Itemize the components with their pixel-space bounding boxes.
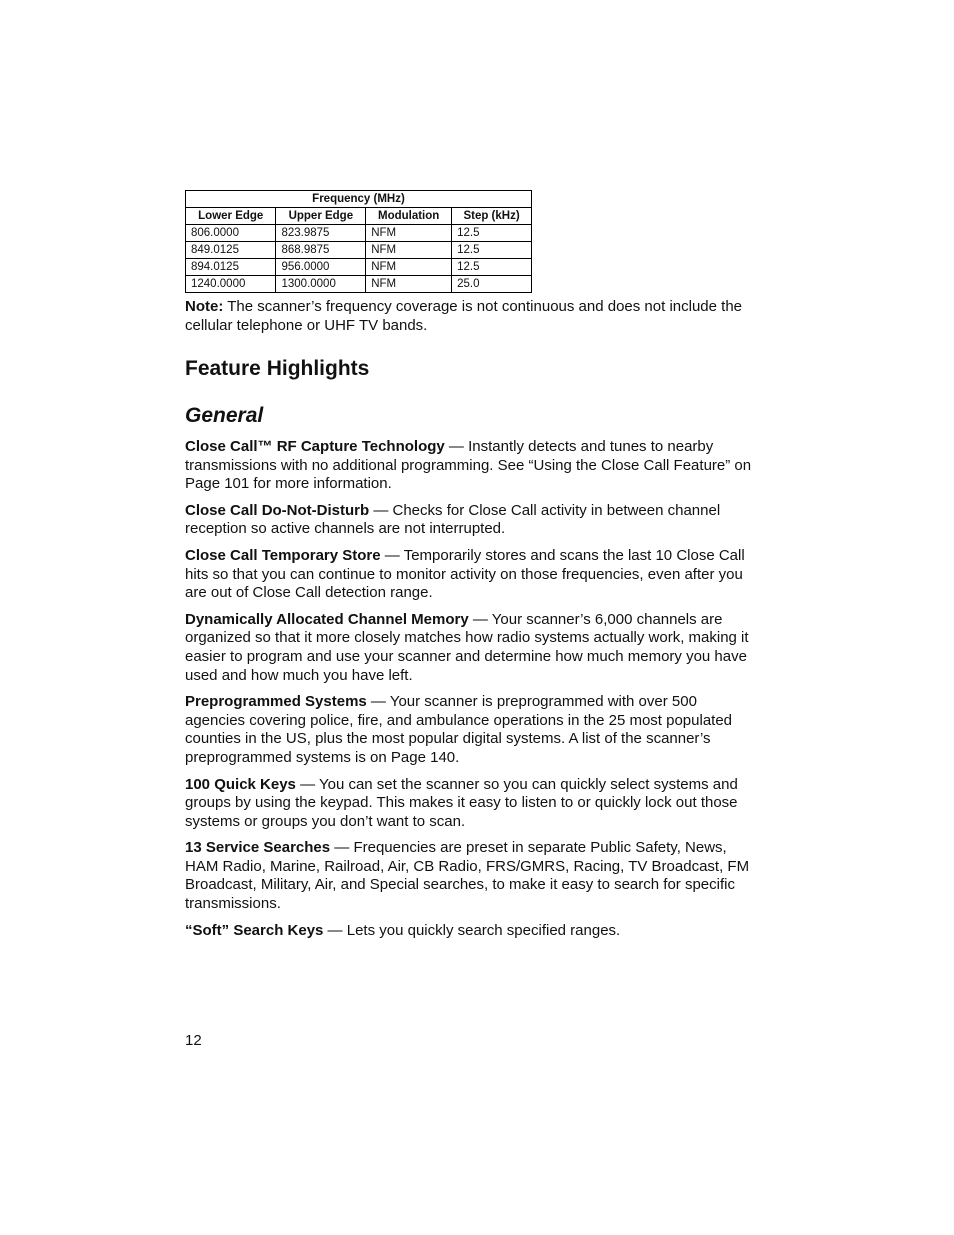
feature-description: — Your scanner is preprogrammed with over 500 agencies covering police, fire, and ambulance operations in the 25 most populated counties in the US, plus the most popular digital systems. A list of the scanner’s preprogrammed systems is on Page 140. — [185, 693, 733, 766]
feature-term: “Soft” Search Keys — [185, 921, 324, 939]
table-cell: 12.5 — [452, 259, 532, 276]
feature-description: — Checks for Close Call activity in between channel reception so active channels are not interrupted. — [185, 501, 721, 538]
table-cell: 956.0000 — [276, 259, 366, 276]
table-cell: 12.5 — [452, 242, 532, 259]
table-cell: 1240.0000 — [186, 276, 276, 293]
feature-description: — Frequencies are preset in separate Public Safety, News, HAM Radio, Marine, Railroad, Air, CB Radio, FRS/GMRS, Racing, TV Broadcast, FM Broadcast, Military, Air, and Special searches, to make it easy to search for specific transmissions. — [185, 839, 750, 913]
feature-term: Preprogrammed Systems — [185, 693, 367, 711]
feature-item — [185, 693, 755, 767]
feature-description: — Lets you quickly search specified ranges. — [323, 921, 621, 939]
column-header: Lower Edge — [186, 208, 276, 225]
table-row — [186, 276, 532, 293]
table-cell: NFM — [366, 225, 452, 242]
feature-item — [185, 438, 755, 494]
table-cell: 849.0125 — [186, 242, 276, 259]
table-cell: 806.0000 — [186, 225, 276, 242]
section-title: Feature Highlights — [185, 357, 370, 380]
table-row — [186, 259, 532, 276]
feature-item — [185, 547, 755, 603]
feature-term: Close Call™ RF Capture Technology — [185, 438, 445, 455]
column-header: Upper Edge — [276, 208, 366, 225]
page-number: 12 — [185, 1032, 202, 1049]
subsection-title: General — [185, 404, 264, 427]
note-text: The scanner’s frequency coverage is not continuous and does not include the cellular telephone or UHF TV bands. — [185, 298, 743, 334]
feature-item — [185, 922, 755, 941]
table-cell: 25.0 — [452, 276, 532, 293]
table-group-header: Frequency (MHz) — [186, 191, 532, 208]
table-row — [186, 225, 532, 242]
table-cell: 1300.0000 — [276, 276, 366, 293]
feature-description: — You can set the scanner so you can quickly select systems and groups by using the keypad. This makes it easy to listen to or quickly lock out those systems or groups you don’t want to scan. — [185, 775, 738, 830]
coverage-note — [185, 297, 755, 335]
feature-item — [185, 611, 755, 685]
feature-list — [185, 438, 755, 940]
frequency-table — [185, 190, 532, 293]
feature-item — [185, 839, 755, 913]
feature-term: 13 Service Searches — [185, 839, 331, 857]
page-content — [185, 190, 755, 940]
feature-description: — Temporarily stores and scans the last 10 Close Call hits so that you can continue to monitor activity on those frequencies, even after you are out of Close Call detection range. — [185, 546, 745, 602]
table-cell: NFM — [366, 276, 452, 293]
table-cell: 823.9875 — [276, 225, 366, 242]
table-row — [186, 242, 532, 259]
feature-term: Close Call Do-Not-Disturb — [185, 501, 370, 519]
table-cell: NFM — [366, 259, 452, 276]
column-header: Modulation — [366, 208, 452, 225]
table-cell: 12.5 — [452, 225, 532, 242]
feature-term: Dynamically Allocated Channel Memory — [185, 610, 469, 628]
table-cell: 894.0125 — [186, 259, 276, 276]
feature-term: 100 Quick Keys — [185, 775, 296, 793]
feature-description: — Instantly detects and tunes to nearby transmissions with no additional programming. See “Using the Close Call Feature” on Page 101 for more information. — [185, 438, 752, 493]
feature-description: — Your scanner’s 6,000 channels are organized so that it more closely matches how radio systems actually work, making it easier to program and use your scanner and determine how much memory you have used and how much you have left. — [185, 610, 749, 684]
table-cell: NFM — [366, 242, 452, 259]
feature-item — [185, 502, 755, 539]
note-label: Note: — [185, 298, 224, 315]
column-header: Step (kHz) — [452, 208, 532, 225]
table-cell: 868.9875 — [276, 242, 366, 259]
feature-item — [185, 776, 755, 832]
feature-term: Close Call Temporary Store — [185, 546, 381, 564]
